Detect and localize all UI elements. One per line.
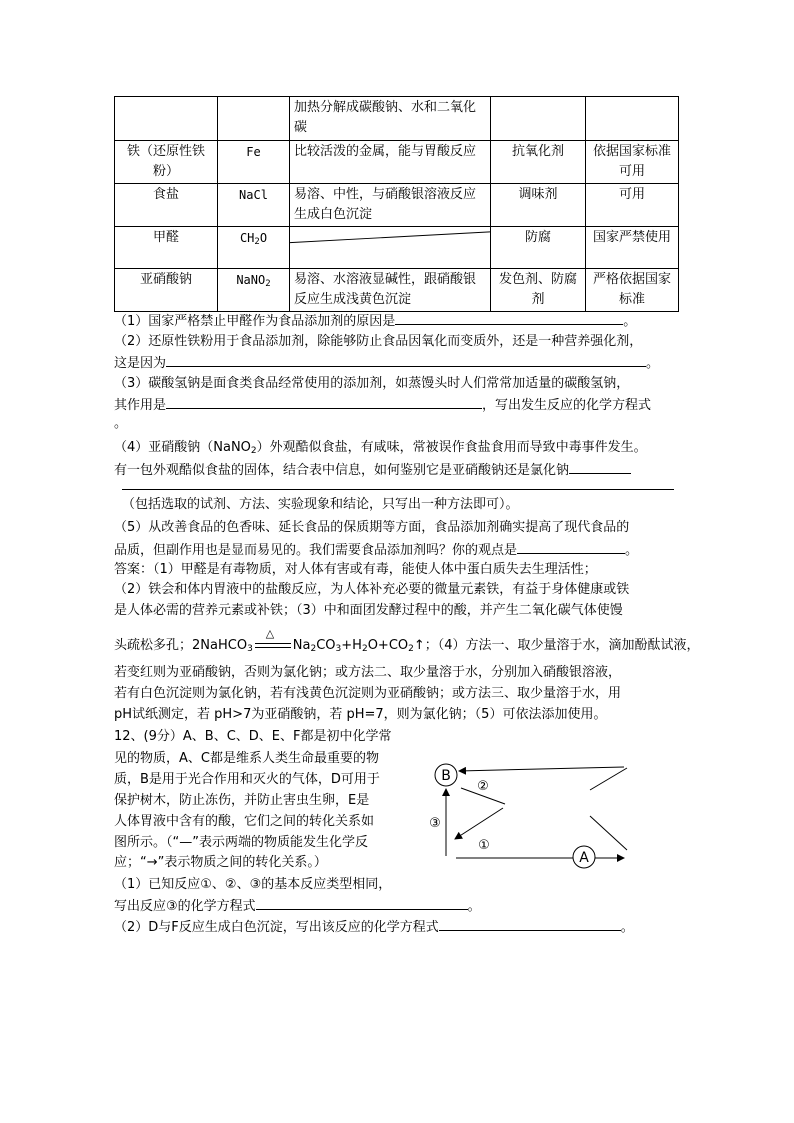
table-cell: 发色剂、防腐剂 [491, 269, 586, 312]
answer-line-3: 是人体必需的营养元素或补铁；（3）中和面团发酵过程中的酸，并产生二氧化碳气体使馒 [114, 603, 623, 618]
table-row [115, 184, 679, 227]
table-row [115, 227, 679, 269]
question-2-line-1: （2）还原性铁粉用于食品添加剂，除能够防止食品因氧化而变质外，还是一种营养强化剂， [114, 334, 643, 349]
table-cell: 铁（还原性铁粉） [115, 141, 218, 184]
question-12-line-6: 图所示。（“—”表示两端的物质能发生化学反 [114, 835, 368, 850]
table-cell: 调味剂 [491, 184, 586, 227]
question-12-line-2: 见的物质，A、C都是维系人类生命最重要的物 [114, 751, 379, 766]
connector-right-top [590, 768, 627, 790]
question-4-line-3: （包括选取的试剂、方法、实验现象和结论，只写出一种方法即可）。 [122, 497, 519, 512]
question-12-sub-2 [114, 917, 634, 937]
heat-triangle-icon: △ [265, 626, 275, 640]
table-row [115, 141, 679, 184]
diagonal-slash-line [290, 227, 490, 268]
subscript: 3 [335, 644, 342, 654]
subscript: 2 [310, 644, 317, 654]
answer-text: +H [341, 638, 362, 653]
table-cell: 依据国家标准可用 [586, 141, 679, 184]
punctuation: 。 [620, 920, 634, 935]
node-a-label: A [579, 850, 589, 866]
food-additive-table [114, 96, 679, 312]
answer-line-4 [114, 626, 700, 658]
answer-blank-full-line[interactable] [122, 476, 674, 490]
answer-blank[interactable] [439, 917, 621, 931]
answer-text: 头疏松多孔；2NaHCO [114, 638, 248, 653]
answer-line-2: （2）铁会和体内胃液中的盐酸反应，为人体补充必要的微量元素铁，有益于身体健康或铁 [114, 582, 630, 597]
punctuation: 。 [623, 314, 637, 329]
subscript: 3 [247, 644, 253, 654]
subscript: 2 [408, 644, 414, 654]
table-cell: 抗氧化剂 [491, 141, 586, 184]
table-cell-formula: $CH_2O$ [218, 227, 290, 269]
heat-equals-sign [253, 626, 293, 653]
answer-blank[interactable] [569, 460, 631, 474]
question-12-line-4: 保护树木，防止冻伤，并防止害虫生卵，E是 [114, 793, 370, 808]
question-5-line-2 [114, 540, 638, 560]
question-text: 这是因为 [114, 356, 167, 371]
table-cell: 易溶、水溶液显碱性，跟硝酸银反应生成浅黄色沉淀 [290, 269, 491, 312]
question-text: （4）亚硝酸钠（NaNO [114, 440, 251, 455]
answer-blank[interactable] [395, 311, 623, 325]
reaction-diagram [425, 758, 640, 878]
table-cell [586, 97, 679, 141]
answer-line-5: 若变红则为亚硝酸钠，否则为氯化钠；或方法二、取少量溶于水，分别加入硝酸银溶液， [114, 665, 622, 680]
reaction-label-3: ③ [429, 816, 441, 831]
question-12-sub-1-line-2 [114, 896, 481, 916]
answer-blank[interactable] [517, 540, 625, 554]
table-cell-slashed [290, 227, 491, 269]
question-12-line-5: 人体胃液中含有的酸，它们之间的转化关系如 [114, 814, 375, 829]
table-cell: 易溶、中性，与硝酸银溶液反应生成白色沉淀 [290, 184, 491, 227]
reaction-label-2: ② [477, 779, 489, 794]
question-1 [114, 311, 636, 331]
question-12-line-1: 12、(9分）A、B、C、D、E、F都是初中化学常 [114, 729, 392, 744]
question-2-line-2 [114, 353, 659, 373]
connector-right-bottom [590, 816, 627, 850]
node-b-label: B [441, 768, 451, 784]
table-cell: 亚硝酸钠 [115, 269, 218, 312]
arrow-to-b-top [459, 767, 624, 771]
subscript: 2 [361, 644, 368, 654]
table-cell [491, 97, 586, 141]
answer-text: O+CO [367, 638, 409, 653]
table-cell: 比较活泼的金属，能与胃酸反应 [290, 141, 491, 184]
question-text: ，写出发生反应的化学方程式 [482, 398, 652, 413]
question-text: （2）D与F反应生成白色沉淀，写出该反应的化学方程式 [114, 920, 439, 935]
question-text: ）外观酷似食盐，有咸味，常被误作食盐食用而导致中毒事件发生。 [256, 440, 647, 455]
arrow-diag-to-b [455, 808, 503, 839]
question-3-line-1: （3）碳酸氢钠是面食类食品经常使用的添加剂，如蒸馒头时人们常常加适量的碳酸氢钠， [114, 376, 630, 391]
answer-line-1: 答案：（1）甲醛是有毒物质，对人体有害或有毒，能使人体中蛋白质失去生理活性； [114, 562, 597, 577]
answer-text: CO [316, 638, 336, 653]
question-text: （1）国家严格禁止甲醛作为食品添加剂的原因是 [114, 314, 396, 329]
reaction-label-1: ① [478, 838, 490, 853]
table-cell [218, 97, 290, 141]
punctuation: 。 [646, 356, 660, 371]
punctuation: 。 [625, 543, 639, 558]
table-cell: NaCl [218, 184, 290, 227]
answer-text: Na [292, 638, 311, 653]
table-cell: 严格依据国家标准 [586, 269, 679, 312]
question-12-line-7: 应；“→”表示物质之间的转化关系。） [114, 855, 327, 870]
table-cell: 甲醛 [115, 227, 218, 269]
table-cell: 加热分解成碳酸钠、水和二氧化碳 [290, 97, 491, 141]
table-cell: 可用 [586, 184, 679, 227]
question-text: 有一包外观酷似食盐的固体，结合表中信息，如何鉴别它是亚硝酸钠还是氯化钠 [114, 463, 570, 478]
answer-line-7: pH试纸测定，若 pH>7为亚硝酸钠，若 pH=7，则为氯化钠；（5）可依法添加使用。 [114, 707, 607, 722]
table-cell: 国家严禁使用 [586, 227, 679, 269]
table-cell: Fe [218, 141, 290, 184]
question-text: 品质，但副作用也是显而易见的。我们需要食品添加剂吗？你的观点是 [114, 543, 518, 558]
question-12-sub-1-line-1: （1）已知反应①、②、③的基本反应类型相同， [114, 877, 392, 892]
table-row [115, 97, 679, 141]
question-12-line-3: 质，B是用于光合作用和灭火的气体，D可用于 [114, 772, 380, 787]
question-3-line-3: 。 [114, 416, 128, 431]
answer-blank[interactable] [256, 896, 468, 910]
question-3-line-2 [114, 395, 651, 415]
table-cell: 食盐 [115, 184, 218, 227]
table-row [115, 269, 679, 312]
answer-line-6: 若有白色沉淀则为氯化钠，若有浅黄色沉淀则为亚硝酸钠；或方法三、取少量溶于水，用 [114, 686, 622, 701]
answer-text: ↑；（4）方法一、取少量溶于水，滴加酚酞试液， [413, 638, 700, 653]
answer-blank[interactable] [166, 395, 482, 409]
punctuation: 。 [467, 899, 481, 914]
table-cell-formula: NaNO$_2$ [218, 269, 290, 312]
question-text: 写出反应③的化学方程式 [114, 899, 256, 914]
question-4-line-1 [114, 439, 647, 460]
question-5-line-1: （5）从改善食品的色香味、延长食品的保质期等方面，食品添加剂确实提高了现代食品的 [114, 520, 630, 535]
answer-blank[interactable] [166, 353, 646, 367]
table-cell [115, 97, 218, 141]
table-cell: 防腐 [491, 227, 586, 269]
question-text: 其作用是 [114, 398, 167, 413]
subscript: 2 [250, 446, 257, 456]
